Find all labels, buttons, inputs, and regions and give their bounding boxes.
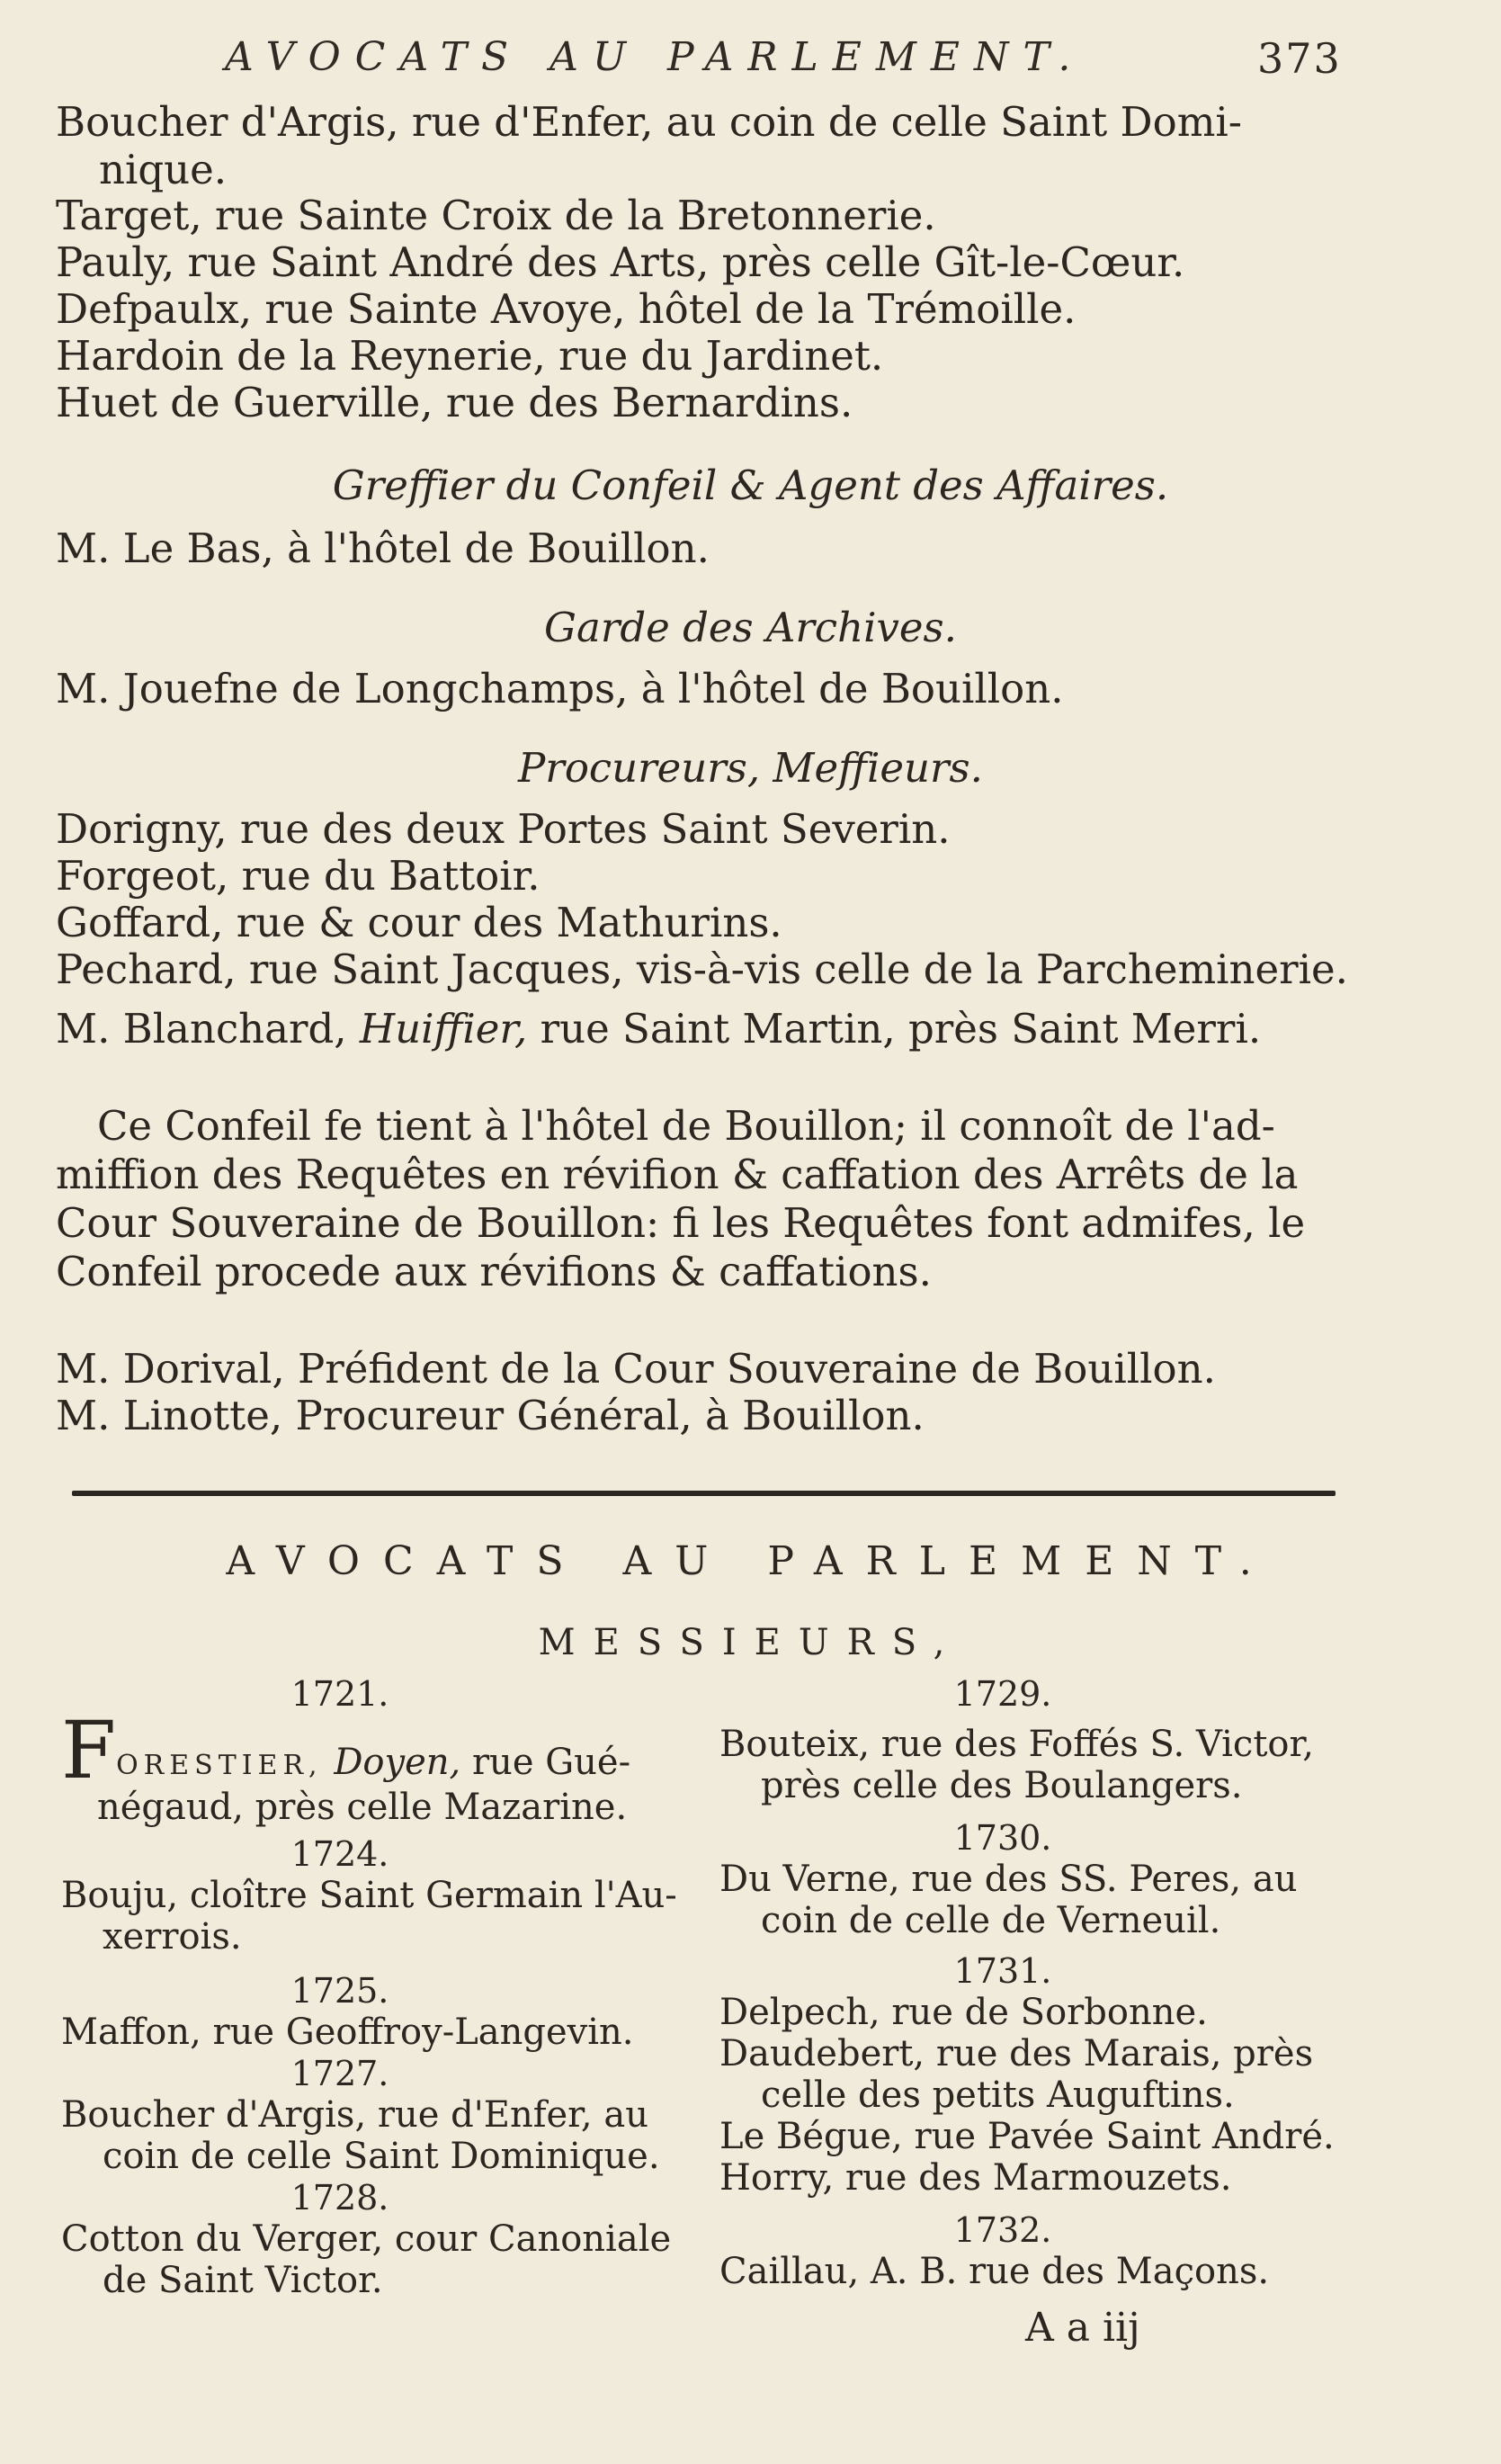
list-item: Daudebert, rue des Marais, près — [719, 2033, 1314, 2074]
drop-cap: F — [61, 1704, 117, 1796]
list-item: Boucher d'Argis, rue d'Enfer, au coin de celle Saint Domi- — [56, 98, 1242, 146]
year-label: 1732. — [953, 2210, 1052, 2250]
year-label: 1728. — [290, 2178, 389, 2218]
year-label: 1729. — [953, 1674, 1052, 1714]
huissier-title: Huiffier, — [359, 1005, 528, 1053]
official-entry: M. Linotte, Procureur Général, à Bouillon. — [56, 1392, 925, 1439]
archives-heading: Garde des Archives. — [544, 604, 957, 651]
running-header — [225, 34, 1358, 80]
list-item: Hardoin de la Reynerie, rue du Jardinet. — [56, 332, 884, 380]
list-item: Pechard, rue Saint Jacques, vis-à-vis celle de la Parcheminerie. — [56, 945, 1348, 993]
list-item: Pauly, rue Saint André des Arts, près celle Gît-le-Cœur. — [56, 238, 1185, 286]
year-label: 1725. — [290, 1971, 389, 2011]
list-item-continuation: xerrois. — [103, 1916, 242, 1958]
paragraph-line: miffion des Requêtes en révifion & caffation des Arrêts de la — [56, 1151, 1299, 1198]
running-title: AVOCATS AU PARLEMENT. — [225, 34, 1086, 80]
list-item: Defpaulx, rue Sainte Avoye, hôtel de la Trémoille. — [56, 285, 1077, 333]
list-item: Goffard, rue & cour des Mathurins. — [56, 899, 782, 946]
list-item: Maffon, rue Geoffroy-Langevin. — [61, 2012, 634, 2053]
list-item: Le Bégue, rue Pavée Saint André. — [719, 2116, 1335, 2157]
list-item: Delpech, rue de Sorbonne. — [719, 1992, 1208, 2033]
list-item: Horry, rue des Marmouzets. — [719, 2157, 1232, 2199]
signature-mark: A a iij — [1025, 2305, 1140, 2351]
huissier-entry — [56, 1006, 1261, 1053]
section-divider — [72, 1491, 1336, 1496]
greffier-heading: Greffier du Confeil & Agent des Affaires. — [332, 461, 1169, 509]
year-label: 1730. — [953, 1818, 1052, 1858]
right-column — [719, 1673, 1367, 2292]
archives-entry: M. Jouefne de Longchamps, à l'hôtel de Bouillon. — [56, 665, 1064, 712]
huissier-name: M. Blanchard, — [56, 1005, 347, 1053]
list-item: FORESTIER, Doyen, rue Gué- — [61, 1704, 631, 1796]
list-item: Caillau, A. B. rue des Maçons. — [719, 2251, 1270, 2292]
procureurs-heading: Procureurs, Meffieurs. — [518, 744, 983, 792]
page-number: 373 — [1257, 34, 1342, 83]
list-item-continuation: près celle des Boulangers. — [761, 1765, 1243, 1806]
list-item-continuation: coin de celle de Verneuil. — [761, 1900, 1221, 1941]
list-item: Boucher d'Argis, rue d'Enfer, au — [61, 2094, 648, 2136]
list-item: Cotton du Verger, cour Canoniale — [61, 2218, 672, 2260]
paragraph-line: Ce Confeil fe tient à l'hôtel de Bouillon; il connoît de l'ad- — [97, 1102, 1275, 1150]
list-item-continuation: nique. — [99, 146, 228, 193]
list-item-continuation: celle des petits Auguftins. — [761, 2074, 1235, 2116]
section-title: AVOCATS AU PARLEMENT. — [226, 1538, 1275, 1584]
list-item-continuation: coin de celle Saint Dominique. — [103, 2136, 660, 2177]
list-item: Bouju, cloître Saint Germain l'Au- — [61, 1875, 677, 1916]
paragraph-line: Cour Souveraine de Bouillon: fi les Requêtes font admifes, le — [56, 1199, 1306, 1247]
year-label: 1721. — [290, 1674, 389, 1714]
greffier-entry: M. Le Bas, à l'hôtel de Bouillon. — [56, 524, 710, 572]
list-item: Du Verne, rue des SS. Peres, au — [719, 1859, 1298, 1900]
year-label: 1731. — [953, 1951, 1052, 1991]
year-label: 1727. — [290, 2054, 389, 2093]
list-item-continuation: de Saint Victor. — [103, 2260, 383, 2301]
official-entry: M. Dorival, Préfident de la Cour Souveraine de Bouillon. — [56, 1345, 1216, 1393]
huissier-address: rue Saint Martin, près Saint Merri. — [540, 1005, 1262, 1053]
list-item: Bouteix, rue des Foffés S. Victor, — [719, 1724, 1314, 1765]
left-column — [61, 1673, 691, 2301]
paragraph-line: Confeil procede aux révifions & caffations. — [56, 1248, 932, 1295]
year-label: 1724. — [290, 1834, 389, 1874]
list-item-continuation: négaud, près celle Mazarine. — [97, 1787, 628, 1828]
list-item: Dorigny, rue des deux Portes Saint Severin. — [56, 805, 951, 853]
list-item: Huet de Guerville, rue des Bernardins. — [56, 379, 853, 426]
list-item: Target, rue Sainte Croix de la Bretonnerie. — [56, 192, 936, 239]
section-subtitle: MESSIEURS, — [538, 1622, 963, 1663]
list-item: Forgeot, rue du Battoir. — [56, 852, 541, 900]
